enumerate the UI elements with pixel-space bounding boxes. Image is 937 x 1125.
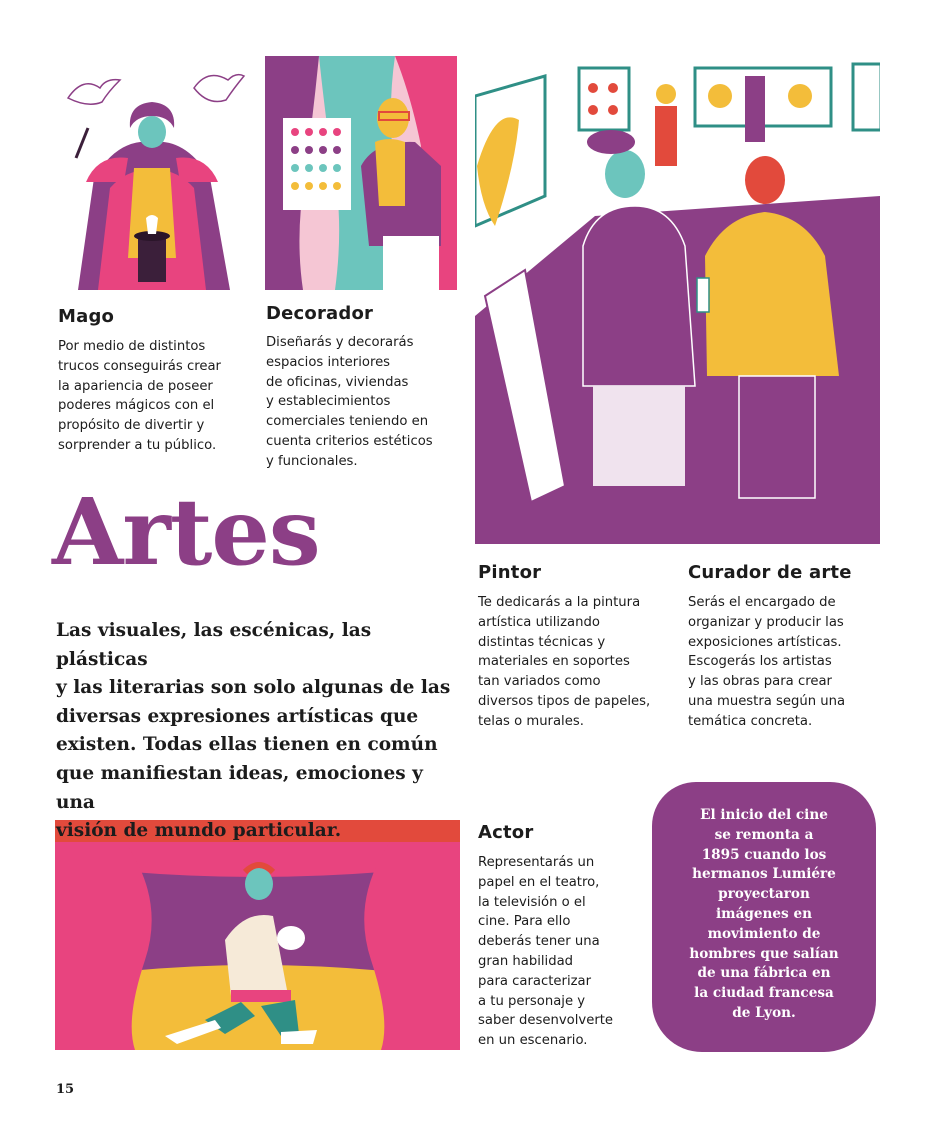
- decorador-description: Diseñarás y decorarás espacios interiores de oficinas, viviendas y establecimientos comerciales teniendo en cuenta criterios estéticos y funcionales.: [266, 335, 433, 469]
- intro-paragraph: Las visuales, las escénicas, las plásticas y las literarias son solo algunas de las diversas expresiones artísticas que existen. Todas ellas tienen en común que manifiestan ideas, emociones y una visión de mundo particular.: [56, 620, 451, 842]
- curador-heading: Curador de arte: [688, 562, 852, 583]
- decorador-heading: Decorador: [266, 303, 374, 324]
- actor-heading: Actor: [478, 822, 534, 843]
- fact-callout: [652, 782, 876, 1052]
- magician-illustration: [58, 58, 246, 290]
- decorator-illustration: [265, 56, 457, 290]
- pintor-description: Te dedicarás a la pintura artística utilizando distintas técnicas y materiales en soportes tan variados como diversos tipos de papeles, telas o murales.: [478, 595, 651, 729]
- mago-description: Por medio de distintos trucos conseguirás crear la apariencia de poseer poderes mágicos con el propósito de divertir y sorprender a tu público.: [58, 339, 221, 453]
- curador-description: Serás el encargado de organizar y producir las exposiciones artísticas. Escogerás los artistas y las obras para crear una muestra según una temática concreta.: [688, 595, 846, 729]
- mago-heading: Mago: [58, 306, 115, 327]
- actor-description: Representarás un papel en el teatro, la televisión o el cine. Para ello deberás tener una gran habilidad para caracterizar a tu personaje y saber desenvolverte en un escenario.: [478, 855, 614, 1049]
- theater-stage-illustration: [55, 820, 460, 1050]
- art-gallery-illustration: [475, 56, 880, 544]
- page-number: 15: [56, 1082, 75, 1097]
- pintor-heading: Pintor: [478, 562, 542, 583]
- fact-text: El inicio del cine se remonta a 1895 cuando los hermanos Lumiére proyectaron imágenes en movimiento de hombres que salían de una fábrica en la ciudad francesa de Lyon.: [689, 807, 839, 1021]
- page-title: Artes: [52, 478, 320, 586]
